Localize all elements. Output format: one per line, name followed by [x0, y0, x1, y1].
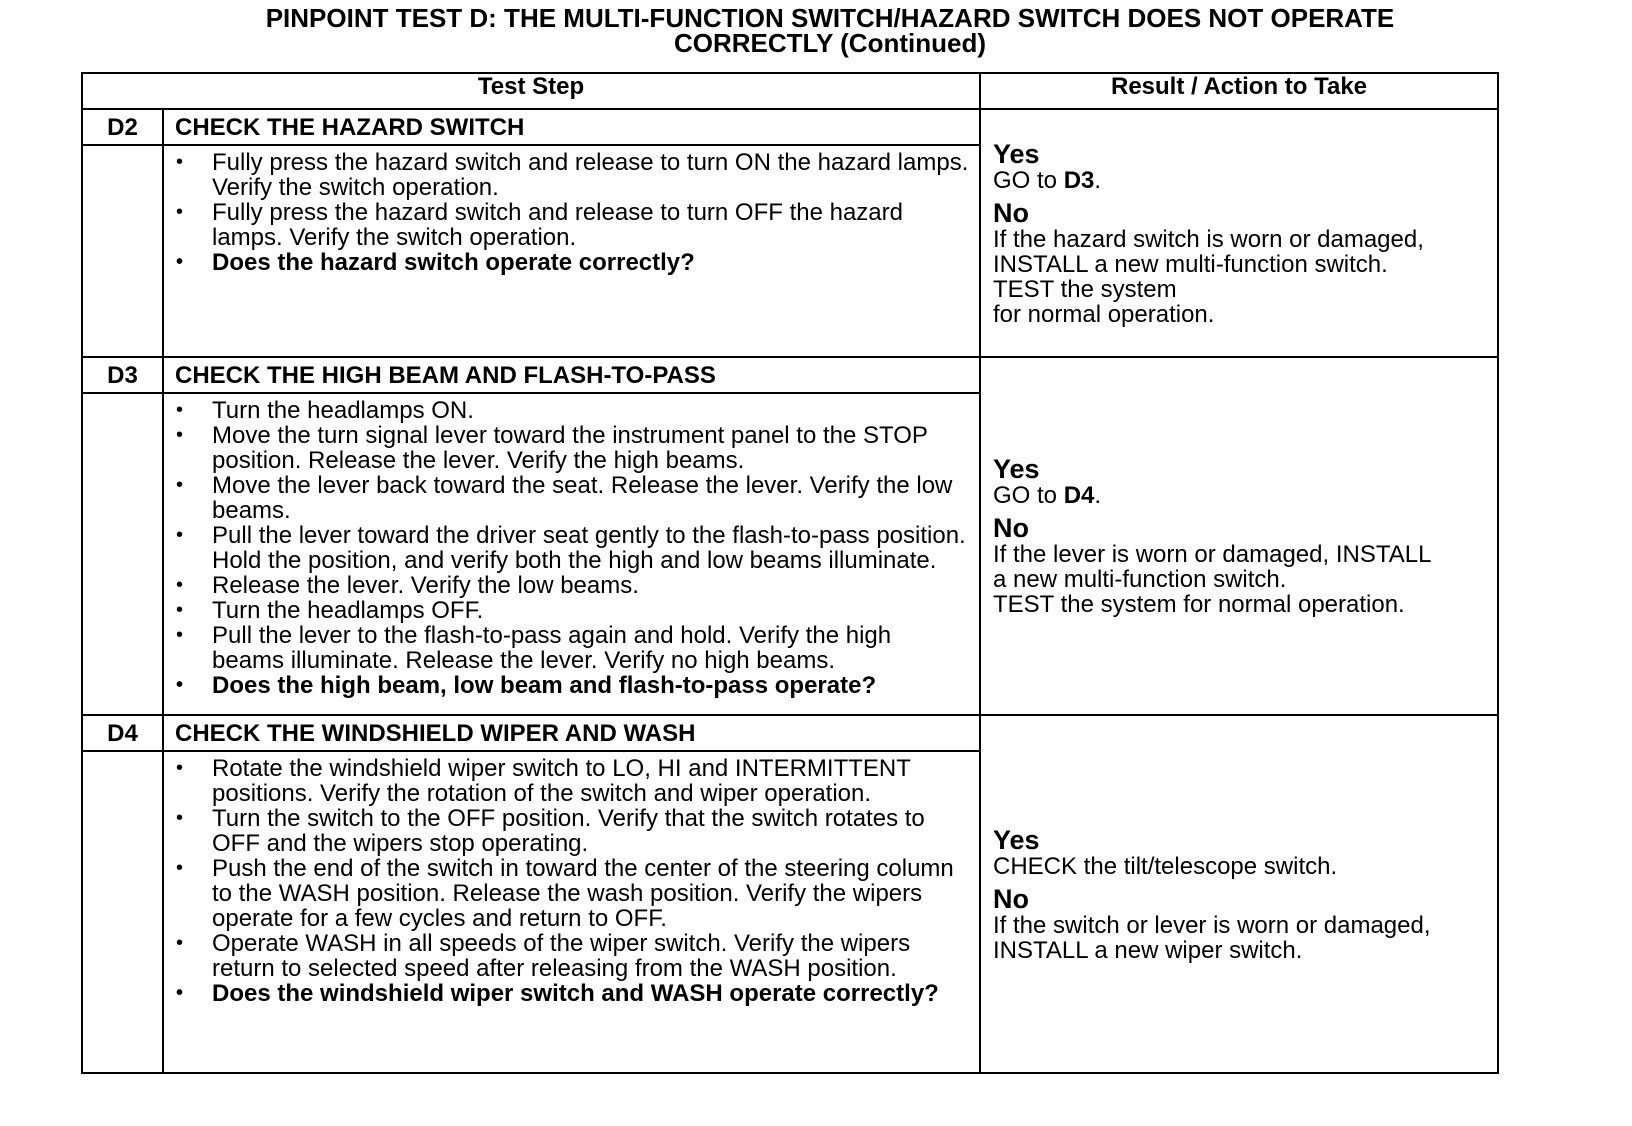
yes-action-target-d2: D3 — [1063, 166, 1095, 194]
list-item: • Move the turn signal lever toward the instrument panel to the STOP position. Release the lever. Verify the high beams. — [164, 423, 969, 473]
no-line: INSTALL a new multi-function switch. — [993, 250, 1388, 278]
question-item: • Does the windshield wiper switch and WASH operate correctly? — [164, 981, 969, 1006]
yes-action-d3 — [993, 483, 1487, 508]
bullet-list-d2 — [164, 146, 979, 275]
list-item: • Rotate the windshield wiper switch to LO, HI and INTERMITTENT positions. Verify the rotation of the switch and wiper operation. — [164, 756, 969, 806]
no-line: If the switch or lever is worn or damaged, — [993, 911, 1431, 939]
no-label-d4: No — [993, 883, 1029, 914]
step-title-d2: CHECK THE HAZARD SWITCH — [163, 109, 980, 145]
result-cell-d4 — [980, 715, 1498, 1073]
header-test-step: Test Step — [82, 73, 980, 109]
bullet-list-d3 — [164, 394, 979, 698]
yes-action-suffix-d3: . — [1094, 482, 1102, 509]
list-item: • Turn the headlamps ON. — [164, 398, 969, 423]
list-item: • Pull the lever to the flash-to-pass again and hold. Verify the high beams illuminate. Release the lever. Verify no high beams. — [164, 623, 969, 673]
page-title — [80, 3, 1580, 58]
yes-action-prefix-d2: GO to — [993, 166, 1064, 194]
step-id-d2: D2 — [82, 109, 163, 145]
step-id-blank-d4 — [82, 751, 163, 1073]
yes-action-prefix-d4: CHECK the tilt/telescope switch. — [993, 852, 1338, 880]
step-body-d2 — [163, 145, 980, 357]
no-line: for normal operation. — [993, 300, 1215, 328]
step-body-d4 — [163, 751, 980, 1073]
no-line: TEST the system for normal operation. — [993, 591, 1405, 618]
question-item: • Does the high beam, low beam and flash-to-pass operate? — [164, 673, 969, 698]
list-item: • Pull the lever toward the driver seat gently to the flash-to-pass position. Hold the position, and verify both the high and low beams illuminate. — [164, 523, 969, 573]
no-line: If the hazard switch is worn or damaged, — [993, 225, 1424, 253]
no-line: INSTALL a new wiper switch. — [993, 936, 1303, 964]
yes-label-d2: Yes — [993, 138, 1040, 169]
no-line: TEST the system — [993, 275, 1177, 303]
yes-action-d2 — [993, 168, 1487, 193]
table-header-row — [82, 73, 1498, 109]
header-result: Result / Action to Take — [980, 73, 1498, 109]
no-label-d3: No — [993, 513, 1029, 543]
no-line: a new multi-function switch. — [993, 566, 1287, 593]
step-title-row-d3 — [82, 357, 1498, 393]
yes-action-d4 — [993, 854, 1487, 879]
question-item: • Does the hazard switch operate correctly? — [164, 250, 969, 275]
yes-action-prefix-d3: GO to — [993, 482, 1064, 509]
list-item: • Release the lever. Verify the low beams. — [164, 573, 969, 598]
title-line-1: PINPOINT TEST D: THE MULTI-FUNCTION SWITCH/HAZARD SWITCH DOES NOT OPERATE — [265, 3, 1395, 33]
step-title-d3: CHECK THE HIGH BEAM AND FLASH-TO-PASS — [163, 357, 980, 393]
list-item: • Fully press the hazard switch and release to turn ON the hazard lamps. Verify the switch operation. — [164, 150, 969, 200]
list-item: • Turn the switch to the OFF position. Verify that the switch rotates to OFF and the wipers stop operating. — [164, 806, 969, 856]
yes-label-d3: Yes — [993, 454, 1040, 484]
list-item: • Move the lever back toward the seat. Release the lever. Verify the low beams. — [164, 473, 969, 523]
step-id-blank-d2 — [82, 145, 163, 357]
result-cell-d3 — [980, 357, 1498, 715]
yes-label-d4: Yes — [993, 824, 1040, 855]
list-item: • Operate WASH in all speeds of the wiper switch. Verify the wipers return to selected speed after releasing from the WASH position. — [164, 931, 969, 981]
list-item: • Fully press the hazard switch and release to turn OFF the hazard lamps. Verify the switch operation. — [164, 200, 969, 250]
list-item: • Turn the headlamps OFF. — [164, 598, 969, 623]
step-title-row-d4 — [82, 715, 1498, 751]
step-id-blank-d3 — [82, 393, 163, 715]
step-id-d4: D4 — [82, 715, 163, 751]
list-item: • Push the end of the switch in toward the center of the steering column to the WASH position. Release the wash position. Verify the wipers operate for a few cycles and return to OFF. — [164, 856, 969, 931]
step-id-d3: D3 — [82, 357, 163, 393]
step-title-d4: CHECK THE WINDSHIELD WIPER AND WASH — [163, 715, 980, 751]
bullet-list-d4 — [164, 752, 979, 1006]
step-title-row-d2 — [82, 109, 1498, 145]
no-label-d2: No — [993, 197, 1029, 228]
title-line-2: CORRECTLY (Continued) — [674, 28, 986, 58]
no-line: If the lever is worn or damaged, INSTALL — [993, 541, 1432, 568]
pinpoint-test-table — [81, 72, 1499, 1074]
yes-action-target-d3: D4 — [1063, 482, 1095, 509]
step-body-d3 — [163, 393, 980, 715]
yes-action-suffix-d2: . — [1094, 166, 1102, 194]
result-cell-d2 — [980, 109, 1498, 357]
